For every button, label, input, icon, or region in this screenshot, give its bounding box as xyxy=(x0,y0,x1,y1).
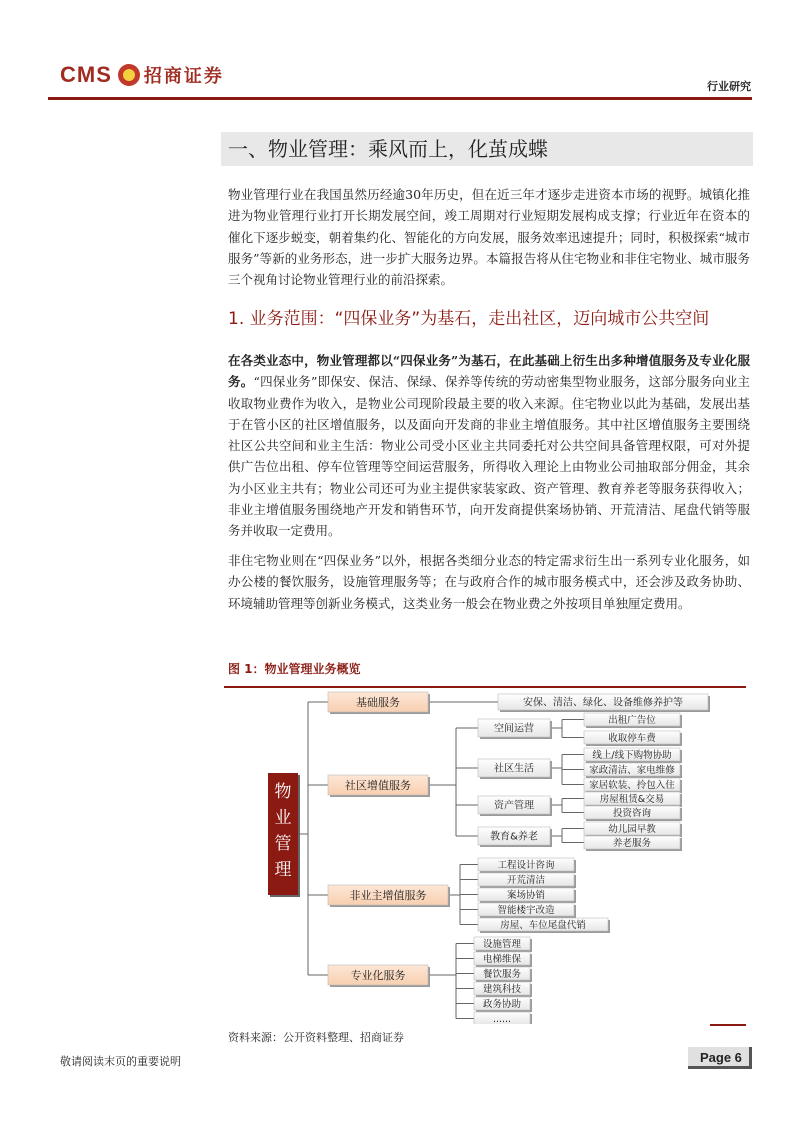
svg-text:安保、清洁、绿化、设备维修养护等: 安保、清洁、绿化、设备维修养护等 xyxy=(523,697,683,709)
svg-text:房屋、车位尾盘代销: 房屋、车位尾盘代销 xyxy=(500,919,586,931)
professional-leaf-node xyxy=(474,952,532,967)
page-number: Page 6 xyxy=(700,1050,742,1065)
level1-node xyxy=(328,885,450,907)
logo-cn-text: 招商证券 xyxy=(143,66,224,87)
header-label: 行业研究 xyxy=(707,80,751,93)
figure-bottom-rule xyxy=(710,1024,746,1026)
svg-text:家居软装、拎包入住: 家居软装、拎包入住 xyxy=(589,779,675,791)
non-owner-leaf-node xyxy=(478,903,576,918)
professional-leaf-node xyxy=(474,937,532,952)
community-subgroup-node xyxy=(478,796,552,816)
non-owner-leaf-node xyxy=(478,858,576,873)
svg-text:教育&养老: 教育&养老 xyxy=(490,831,538,843)
professional-leaf-node xyxy=(474,967,532,982)
svg-text:社区生活: 社区生活 xyxy=(494,763,534,775)
svg-text:资产管理: 资产管理 xyxy=(494,800,534,812)
community-leaf-node xyxy=(584,836,682,851)
figure-source: 资料来源：公开资料整理、招商证券 xyxy=(228,1031,404,1044)
logo-text: CMS xyxy=(60,62,112,87)
svg-text:线上/线下购物协助: 线上/线下购物协助 xyxy=(592,749,672,761)
figure-title: 图 1：物业管理业务概览 xyxy=(228,662,361,676)
professional-leaf-node xyxy=(474,982,532,997)
community-leaf-node xyxy=(584,792,682,807)
svg-text:投资咨询: 投资咨询 xyxy=(612,807,652,819)
business-overview-diagram xyxy=(224,688,746,1024)
community-subgroup-node xyxy=(478,719,552,739)
basic-service-leaf xyxy=(498,694,710,712)
svg-text:业: 业 xyxy=(274,808,292,828)
non-owner-leaf-node xyxy=(478,888,576,903)
svg-text:......: ...... xyxy=(492,1013,512,1024)
diagram-root-node xyxy=(268,773,300,897)
svg-text:理: 理 xyxy=(274,860,292,880)
level1-node xyxy=(328,775,430,797)
professional-leaf-node xyxy=(474,1012,532,1024)
paragraph-business-scope xyxy=(228,350,750,542)
svg-text:工程设计咨询: 工程设计咨询 xyxy=(497,859,555,871)
non-owner-leaf-node xyxy=(478,873,576,888)
paragraph-body: “四保业务”即保安、保洁、保绿、保养等传统的劳动密集型物业服务，这部分服务向业主收取物业费作为收入，是物业公司现阶段最主要的收入来源。住宅物业以此为基础，发展出基于在管小区的社区增值服务，以及面向开发商的非业主增值服务。其中社区增值服务主要围绕社区公共空间和业主生活：物业公司受小区业主共同委托对公共空间具备管理权限，可对外提供广告位出租、停车位管理等空间运营服务，所得收入理论上由物业公司抽取部分佣金，其余为小区业主共有；物业公司还可为业主提供家装家政、资产管理、教育养老等服务获得收入；非业主增值服务围绕地产开发和销售环节，向开发商提供案场协销、开荒清洁、尾盘代销等服务并收取一定费用。 xyxy=(228,374,750,539)
community-leaf-node xyxy=(584,806,682,821)
svg-text:社区增值服务: 社区增值服务 xyxy=(345,778,411,792)
svg-text:专业化服务: 专业化服务 xyxy=(350,968,406,982)
svg-text:开荒清洁: 开荒清洁 xyxy=(506,874,546,886)
svg-text:空间运营: 空间运营 xyxy=(494,723,534,735)
svg-text:电梯维保: 电梯维保 xyxy=(482,953,522,965)
svg-text:案场协销: 案场协销 xyxy=(506,889,546,901)
paragraph-intro: 物业管理行业在我国虽然历经逾30年历史，但在近三年才逐步走进资本市场的视野。城镇化推进为物业管理行业打开长期发展空间，竣工周期对行业短期发展构成支撑；行业近年在资本的催化下逐步蜕变，朝着集约化、智能化的方向发展，服务效率迅速提升；同时，积极探索“城市服务”等新的业务形态，进一步扩大服务边界。本篇报告将从住宅物业和非住宅物业、城市服务三个视角讨论物业管理行业的前沿探索。 xyxy=(228,187,750,288)
svg-text:餐饮服务: 餐饮服务 xyxy=(482,968,522,980)
community-subgroup-node xyxy=(478,759,552,779)
community-leaf-node xyxy=(584,731,682,746)
level1-node xyxy=(328,692,430,714)
svg-text:设施管理: 设施管理 xyxy=(482,938,522,950)
svg-text:收取停车费: 收取停车费 xyxy=(608,732,656,744)
professional-leaf-node xyxy=(474,997,532,1012)
svg-text:家政清洁、家电维修: 家政清洁、家电维修 xyxy=(589,764,675,776)
subsection-title: 1. 业务范围：“四保业务”为基石，走出社区，迈向城市公共空间 xyxy=(228,309,710,329)
community-leaf-node xyxy=(584,763,682,778)
level1-node xyxy=(328,965,430,987)
svg-text:养老服务: 养老服务 xyxy=(612,837,652,849)
svg-text:非业主增值服务: 非业主增值服务 xyxy=(349,888,427,902)
company-logo xyxy=(60,62,224,88)
svg-text:出租广告位: 出租广告位 xyxy=(608,714,656,726)
svg-text:管: 管 xyxy=(274,834,292,854)
logo-mark-icon xyxy=(118,64,140,86)
svg-text:房屋租赁&交易: 房屋租赁&交易 xyxy=(599,793,665,805)
svg-text:政务协助: 政务协助 xyxy=(482,998,522,1010)
diagram-nodes xyxy=(268,692,710,1024)
community-leaf-node xyxy=(584,778,682,793)
svg-text:基础服务: 基础服务 xyxy=(356,695,400,709)
footer-disclaimer: 敬请阅读末页的重要说明 xyxy=(60,1055,181,1068)
paragraph-lead-bold: 在各类业态中，物业管理都以“四保业务”为基石，在此基础上衍生出多种增值服务及专业化服务。 xyxy=(228,353,750,390)
community-leaf-node xyxy=(584,713,682,728)
svg-text:物: 物 xyxy=(274,782,292,802)
non-owner-leaf-node xyxy=(478,918,610,933)
paragraph-non-residential: 非住宅物业则在“四保业务”以外，根据各类细分业态的特定需求衍生出一系列专业化服务，如办公楼的餐饮服务，设施管理服务等；在与政府合作的城市服务模式中，还会涉及政务协助、环境辅助管理等创新业务模式，这类业务一般会在物业费之外按项目单独厘定费用。 xyxy=(228,553,750,611)
community-leaf-node xyxy=(584,748,682,763)
svg-text:智能楼宇改造: 智能楼宇改造 xyxy=(497,904,555,916)
community-leaf-node xyxy=(584,822,682,837)
svg-text:建筑科技: 建筑科技 xyxy=(482,983,522,995)
header-divider xyxy=(48,97,752,100)
svg-text:幼儿园早教: 幼儿园早教 xyxy=(608,823,656,835)
community-subgroup-node xyxy=(478,827,552,847)
section-title: 一、物业管理：乘风而上，化茧成蝶 xyxy=(228,137,548,161)
